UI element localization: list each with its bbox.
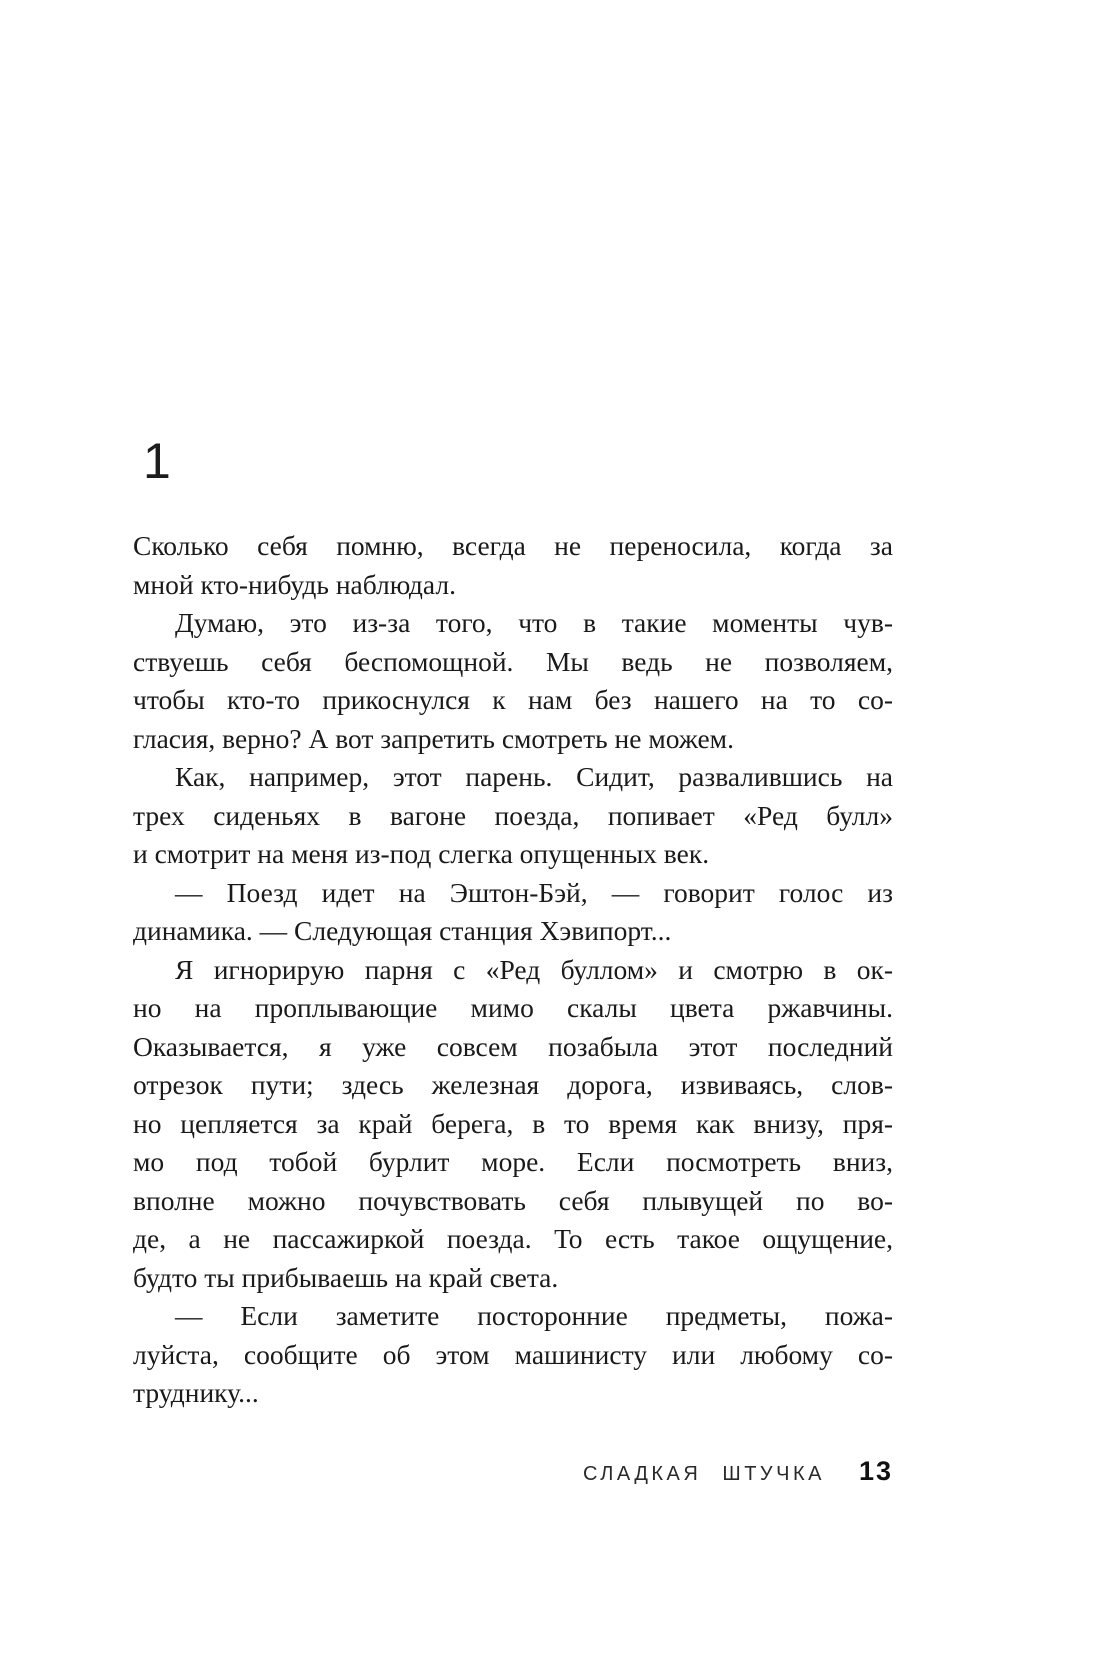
text-line: вполне можно почувствовать себя плывущей по во- [133, 1184, 893, 1216]
paragraph [133, 951, 893, 1298]
text-line: Сколько себя помню, всегда не переносила, когда за [133, 530, 893, 561]
text-line: и смотрит на меня из-под слегка опущенных век. [133, 838, 710, 869]
paragraph [133, 758, 893, 874]
text-line: мной кто-нибудь наблюдал. [133, 568, 456, 600]
text-line: динамика. — Следующая станция Хэвипорт... [133, 915, 672, 946]
text-line: Как, например, этот парень. Сидит, развалившись на [175, 761, 893, 792]
text-line: труднику... [133, 1377, 259, 1408]
paragraph [133, 1297, 893, 1413]
text-line: будто ты прибываешь на край света. [133, 1261, 559, 1293]
text-line: но на проплывающие мимо скалы цвета ржавчины. [133, 992, 893, 1023]
text-line: Оказывается, я уже совсем позабыла этот последний [133, 1030, 893, 1062]
paragraph [133, 527, 893, 604]
text-line: Я игнорирую парня с «Ред буллом» и смотрю в ок- [175, 953, 893, 985]
chapter-number: 1 [143, 433, 171, 489]
text-line: Думаю, это из-за того, что в такие моменты чув- [175, 607, 893, 638]
body-text [133, 527, 893, 1413]
text-line: отрезок пути; здесь железная дорога, извиваясь, слов- [133, 1069, 893, 1100]
text-line: луйста, сообщите об этом машинисту или любому со- [133, 1338, 893, 1370]
text-line: трех сиденьях в вагоне поезда, попивает «Ред булл» [133, 799, 893, 831]
text-line: — Если заметите посторонние предметы, пожа- [175, 1300, 893, 1331]
page-number: 13 [858, 1456, 893, 1486]
text-line: чтобы кто-то прикоснулся к нам без нашего на то со- [133, 684, 893, 715]
text-line: но цепляется за край берега, в то время как внизу, пря- [133, 1107, 893, 1139]
text-line: — Поезд идет на Эштон-Бэй, — говорит голос из [175, 876, 893, 908]
page-footer [133, 1456, 893, 1487]
running-title: СЛАДКАЯ ШТУЧКА [582, 1463, 825, 1485]
paragraph [133, 874, 893, 951]
text-line: мо под тобой бурлит море. Если посмотреть вниз, [133, 1146, 893, 1177]
paragraph [133, 604, 893, 758]
text-line: де, а не пассажиркой поезда. То есть такое ощущение, [133, 1223, 893, 1254]
text-line: ствуешь себя беспомощной. Мы ведь не позволяем, [133, 645, 893, 677]
text-line: гласия, верно? А вот запретить смотреть не можем. [133, 722, 734, 754]
